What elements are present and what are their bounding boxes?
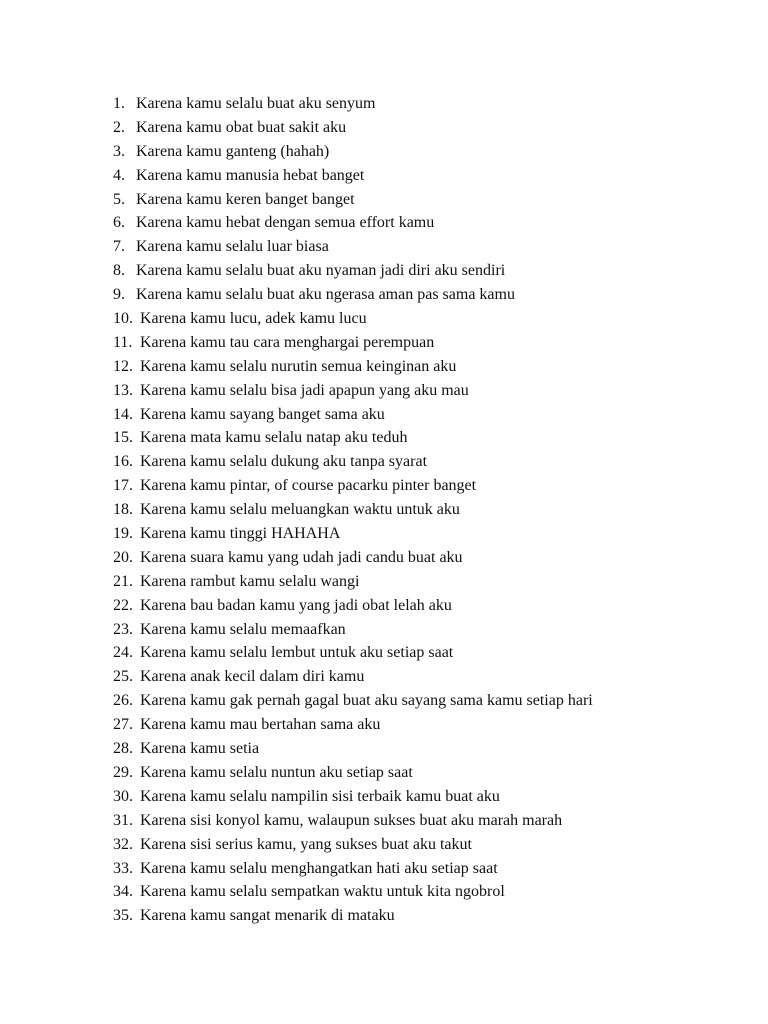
list-item [113, 737, 593, 761]
list-item-number: 3. [113, 142, 125, 160]
list-item [113, 140, 593, 164]
list-item-number: 25. [113, 668, 133, 686]
list-item-number: 26. [113, 692, 133, 710]
list-item-text: Karena kamu selalu dukung aku tanpa syarat [140, 453, 428, 471]
list-item [113, 403, 593, 427]
list-item [113, 259, 593, 283]
list-item-number: 33. [113, 859, 133, 877]
list-item-number: 20. [113, 548, 133, 566]
list-item [113, 880, 593, 904]
list-item-text: Karena kamu selalu buat aku senyum [136, 95, 376, 112]
list-item-number: 9. [113, 286, 125, 304]
list-item-text: Karena kamu gak pernah gagal buat aku sayang sama kamu setiap hari [140, 692, 593, 710]
list-item-text: Karena kamu selalu lembut untuk aku setiap saat [140, 644, 454, 662]
list-item-number: 17. [113, 477, 133, 495]
list-item-number: 7. [113, 238, 125, 256]
list-item-number: 19. [113, 525, 133, 543]
list-item [113, 164, 593, 188]
list-item-number: 27. [113, 716, 133, 734]
list-item-text: Karena kamu tinggi HAHAHA [140, 525, 341, 543]
list-item-text: Karena kamu setia [140, 740, 260, 758]
list-item-text: Karena kamu selalu nurutin semua keinginan aku [140, 357, 457, 375]
list-item [113, 474, 593, 498]
list-item [113, 522, 593, 546]
list-item-text: Karena kamu pintar, of course pacarku pinter banget [140, 477, 477, 495]
list-item-text: Karena kamu mau bertahan sama aku [140, 716, 381, 734]
list-item-text: Karena mata kamu selalu natap aku teduh [140, 429, 408, 447]
list-item [113, 211, 593, 235]
list-item [113, 857, 593, 881]
list-item [113, 713, 593, 737]
list-item-number: 11. [113, 333, 133, 351]
list-item-text: Karena kamu keren banget banget [136, 190, 355, 208]
list-item-number: 5. [113, 190, 125, 208]
list-item [113, 379, 593, 403]
list-item-text: Karena kamu selalu luar biasa [136, 238, 329, 256]
list-item [113, 641, 593, 665]
list-item-number: 13. [113, 381, 133, 399]
list-item-number: 2. [113, 118, 125, 136]
list-item [113, 570, 593, 594]
list-item [113, 904, 593, 928]
list-item [113, 116, 593, 140]
list-item [113, 92, 593, 116]
list-item-text: Karena kamu selalu menghangatkan hati aku setiap saat [140, 859, 498, 877]
list-item-text: Karena kamu selalu buat aku ngerasa aman pas sama kamu [136, 286, 515, 304]
list-item-text: Karena kamu sangat menarik di mataku [140, 907, 395, 925]
list-item-number: 8. [113, 262, 125, 280]
list-item-number: 31. [113, 811, 133, 829]
list-item-number: 32. [113, 835, 133, 853]
list-item-number: 1. [113, 95, 125, 112]
list-item-number: 16. [113, 453, 133, 471]
list-item-text: Karena kamu selalu buat aku nyaman jadi diri aku sendiri [136, 262, 506, 280]
list-item-text: Karena kamu selalu memaafkan [140, 620, 346, 638]
list-item [113, 546, 593, 570]
list-item-number: 22. [113, 596, 133, 614]
list-item-number: 18. [113, 501, 133, 519]
list-item [113, 283, 593, 307]
list-item-number: 14. [113, 405, 133, 423]
list-item-text: Karena kamu selalu nuntun aku setiap saat [140, 763, 413, 781]
list-item-text: Karena kamu selalu nampilin sisi terbaik kamu buat aku [140, 787, 500, 805]
list-item-number: 10. [113, 310, 133, 328]
list-item-text: Karena anak kecil dalam diri kamu [140, 668, 365, 686]
list-item [113, 426, 593, 450]
list-item-text: Karena kamu selalu bisa jadi apapun yang aku mau [140, 381, 469, 399]
list-item-text: Karena sisi serius kamu, yang sukses buat aku takut [140, 835, 472, 853]
list-item-text: Karena kamu selalu sempatkan waktu untuk kita ngobrol [140, 883, 505, 901]
list-item [113, 761, 593, 785]
list-item-text: Karena kamu sayang banget sama aku [140, 405, 385, 423]
list-item-text: Karena kamu manusia hebat banget [136, 166, 365, 184]
list-item-text: Karena rambut kamu selalu wangi [140, 572, 360, 590]
list-item [113, 665, 593, 689]
list-item-number: 24. [113, 644, 133, 662]
list-item [113, 618, 593, 642]
list-item [113, 235, 593, 259]
list-item-text: Karena bau badan kamu yang jadi obat lelah aku [140, 596, 452, 614]
list-item-number: 6. [113, 214, 125, 232]
list-item-text: Karena kamu ganteng (hahah) [136, 142, 330, 160]
list-item [113, 594, 593, 618]
reasons-list [113, 92, 593, 928]
list-item-number: 30. [113, 787, 133, 805]
list-item-number: 15. [113, 429, 133, 447]
list-item-number: 34. [113, 883, 133, 901]
list-item-text: Karena suara kamu yang udah jadi candu buat aku [140, 548, 463, 566]
list-item-number: 23. [113, 620, 133, 638]
list-item-text: Karena kamu tau cara menghargai perempuan [140, 333, 435, 351]
list-item [113, 188, 593, 212]
list-item [113, 355, 593, 379]
list-item-number: 28. [113, 740, 133, 758]
list-item [113, 498, 593, 522]
list-item [113, 809, 593, 833]
list-item-number: 29. [113, 763, 133, 781]
list-item-number: 35. [113, 907, 133, 925]
list-item-text: Karena kamu lucu, adek kamu lucu [140, 310, 367, 328]
list-item-number: 4. [113, 166, 125, 184]
list-item-number: 12. [113, 357, 133, 375]
list-item-text: Karena kamu obat buat sakit aku [136, 118, 347, 136]
list-item-number: 21. [113, 572, 133, 590]
list-item [113, 785, 593, 809]
list-item [113, 307, 593, 331]
list-item-text: Karena kamu hebat dengan semua effort kamu [136, 214, 435, 232]
list-item [113, 450, 593, 474]
list-item [113, 331, 593, 355]
list-item [113, 833, 593, 857]
list-item-text: Karena kamu selalu meluangkan waktu untuk aku [140, 501, 460, 519]
list-item [113, 689, 593, 713]
list-item-text: Karena sisi konyol kamu, walaupun sukses buat aku marah marah [140, 811, 563, 829]
